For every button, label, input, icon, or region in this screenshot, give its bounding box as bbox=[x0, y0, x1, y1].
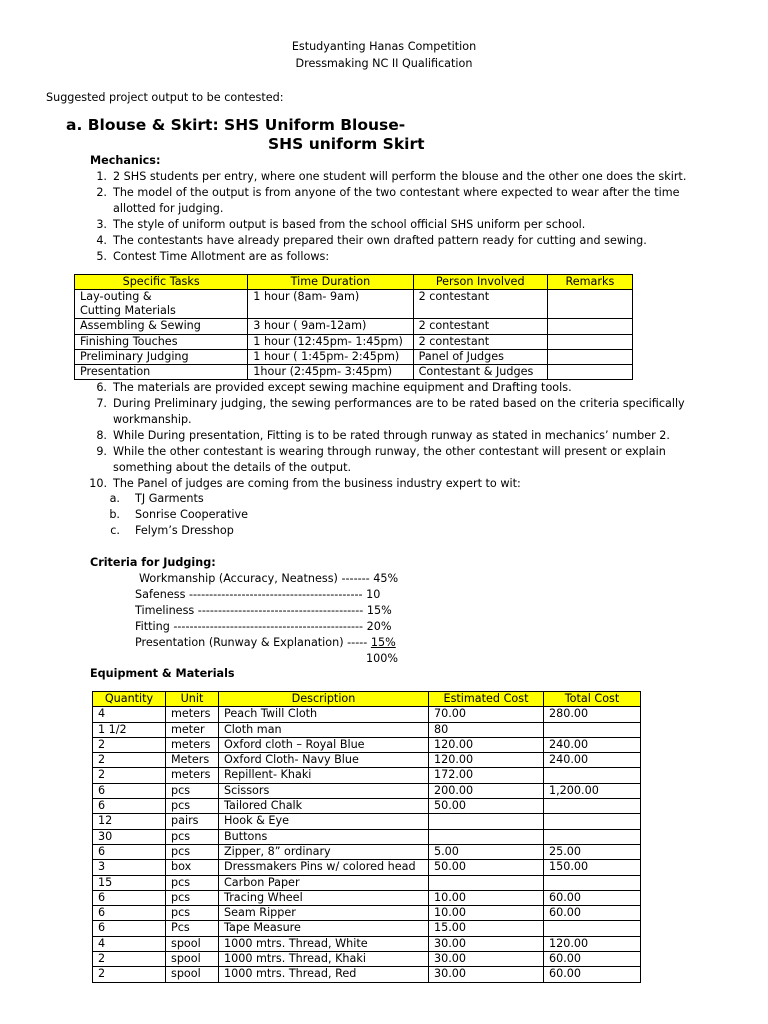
table-cell: 280.00 bbox=[544, 707, 641, 722]
table-cell: Lay-outing & Cutting Materials bbox=[75, 290, 248, 319]
table-row bbox=[93, 906, 641, 921]
table-cell: pairs bbox=[166, 814, 219, 829]
table-cell: pcs bbox=[166, 890, 219, 905]
section-title-line2: SHS uniform Skirt bbox=[268, 135, 425, 153]
table-cell: 60.00 bbox=[544, 890, 641, 905]
table-cell: 60.00 bbox=[544, 967, 641, 982]
table-cell: spool bbox=[166, 936, 219, 951]
criteria-line: Timeliness ----------------------------------------- 15% bbox=[135, 604, 392, 617]
intro-text: Suggested project output to be contested: bbox=[46, 91, 284, 104]
table-cell bbox=[429, 875, 544, 890]
table-row bbox=[75, 349, 633, 364]
table-row bbox=[75, 290, 633, 319]
table-cell bbox=[429, 814, 544, 829]
column-header: Total Cost bbox=[544, 692, 641, 707]
table-cell: 10.00 bbox=[429, 906, 544, 921]
table-cell bbox=[544, 829, 641, 844]
table-cell: Finishing Touches bbox=[75, 334, 248, 349]
criteria-line: Workmanship (Accuracy, Neatness) ------- 45% bbox=[139, 572, 399, 585]
table-cell: spool bbox=[166, 952, 219, 967]
table-cell: Scissors bbox=[219, 783, 429, 798]
time-allotment-table bbox=[74, 274, 633, 380]
table-cell: 240.00 bbox=[544, 737, 641, 752]
table-cell: 1 hour ( 1:45pm- 2:45pm) bbox=[248, 349, 413, 364]
table-row bbox=[93, 921, 641, 936]
table-cell: Contestant & Judges bbox=[413, 365, 547, 380]
table-cell: 50.00 bbox=[429, 860, 544, 875]
table-cell: 30.00 bbox=[429, 952, 544, 967]
table-row bbox=[93, 936, 641, 951]
table-row bbox=[93, 875, 641, 890]
table-cell: meters bbox=[166, 768, 219, 783]
table-cell: 15.00 bbox=[429, 921, 544, 936]
criteria-line: Safeness ------------------------------------------- 10 bbox=[135, 588, 381, 601]
table-cell: Buttons bbox=[219, 829, 429, 844]
table-cell bbox=[547, 319, 632, 334]
table-cell: 120.00 bbox=[429, 737, 544, 752]
table-cell: 10.00 bbox=[429, 890, 544, 905]
table-cell: 2 bbox=[93, 768, 166, 783]
table-cell: 2 bbox=[93, 967, 166, 982]
table-cell: pcs bbox=[166, 829, 219, 844]
table-row bbox=[93, 814, 641, 829]
table-cell: Presentation bbox=[75, 365, 248, 380]
table-cell: Pcs bbox=[166, 921, 219, 936]
table-row bbox=[93, 799, 641, 814]
table-row bbox=[93, 768, 641, 783]
table-cell bbox=[544, 768, 641, 783]
table-cell: 200.00 bbox=[429, 783, 544, 798]
table-cell: 1 1/2 bbox=[93, 722, 166, 737]
table-cell: pcs bbox=[166, 799, 219, 814]
table-cell: 120.00 bbox=[544, 936, 641, 951]
table-cell: 120.00 bbox=[429, 753, 544, 768]
table-cell bbox=[547, 349, 632, 364]
criteria-heading: Criteria for Judging: bbox=[90, 556, 216, 569]
table-row bbox=[93, 860, 641, 875]
mechanics-heading: Mechanics: bbox=[90, 154, 161, 167]
table-cell: 1 hour (8am- 9am) bbox=[248, 290, 413, 319]
equipment-table bbox=[92, 691, 641, 983]
table-cell: 1hour (2:45pm- 3:45pm) bbox=[248, 365, 413, 380]
table-cell: Tracing Wheel bbox=[219, 890, 429, 905]
table-cell: 2 bbox=[93, 753, 166, 768]
table-cell: Tailored Chalk bbox=[219, 799, 429, 814]
table-cell: 1,200.00 bbox=[544, 783, 641, 798]
table-cell bbox=[544, 921, 641, 936]
table-cell: Cloth man bbox=[219, 722, 429, 737]
table-cell: 30.00 bbox=[429, 936, 544, 951]
table-cell: Oxford Cloth- Navy Blue bbox=[219, 753, 429, 768]
column-header: Unit bbox=[166, 692, 219, 707]
table-cell: Repillent- Khaki bbox=[219, 768, 429, 783]
table-row bbox=[93, 737, 641, 752]
table-cell: Panel of Judges bbox=[413, 349, 547, 364]
table-cell: meter bbox=[166, 722, 219, 737]
table-cell bbox=[544, 814, 641, 829]
document-header-subtitle: Dressmaking NC II Qualification bbox=[295, 57, 473, 70]
table-cell: 4 bbox=[93, 936, 166, 951]
table-cell: 4 bbox=[93, 707, 166, 722]
table-header-row bbox=[93, 692, 641, 707]
table-cell bbox=[544, 722, 641, 737]
table-cell: 1000 mtrs. Thread, Red bbox=[219, 967, 429, 982]
table-cell: meters bbox=[166, 707, 219, 722]
table-cell: 2 contestant bbox=[413, 319, 547, 334]
table-header-row bbox=[75, 275, 633, 290]
section-title: a. Blouse & Skirt: SHS Uniform Blouse- bbox=[66, 116, 406, 134]
table-row bbox=[75, 319, 633, 334]
table-cell: 30 bbox=[93, 829, 166, 844]
table-cell bbox=[547, 290, 632, 319]
criteria-line: Presentation (Runway & Explanation) ----- 15% bbox=[135, 636, 396, 649]
table-row bbox=[93, 783, 641, 798]
table-row bbox=[93, 753, 641, 768]
table-cell bbox=[544, 799, 641, 814]
table-cell: 50.00 bbox=[429, 799, 544, 814]
column-header: Quantity bbox=[93, 692, 166, 707]
column-header: Time Duration bbox=[248, 275, 413, 290]
table-cell: 2 bbox=[93, 952, 166, 967]
table-cell: Preliminary Judging bbox=[75, 349, 248, 364]
table-cell: 1000 mtrs. Thread, Khaki bbox=[219, 952, 429, 967]
criteria-line: Fitting ----------------------------------------------- 20% bbox=[135, 620, 392, 633]
table-cell: Dressmakers Pins w/ colored head bbox=[219, 860, 429, 875]
table-cell: 6 bbox=[93, 921, 166, 936]
table-cell: Seam Ripper bbox=[219, 906, 429, 921]
table-cell: Peach Twill Cloth bbox=[219, 707, 429, 722]
table-cell: 240.00 bbox=[544, 753, 641, 768]
table-cell: 12 bbox=[93, 814, 166, 829]
column-header: Description bbox=[219, 692, 429, 707]
table-cell: 60.00 bbox=[544, 906, 641, 921]
table-cell: Meters bbox=[166, 753, 219, 768]
table-row bbox=[93, 707, 641, 722]
document-header-title: Estudyanting Hanas Competition bbox=[291, 40, 477, 53]
table-row bbox=[93, 829, 641, 844]
table-cell: Hook & Eye bbox=[219, 814, 429, 829]
table-cell: 5.00 bbox=[429, 844, 544, 859]
table-row bbox=[75, 334, 633, 349]
table-cell: Carbon Paper bbox=[219, 875, 429, 890]
table-row bbox=[93, 844, 641, 859]
table-cell: 3 hour ( 9am-12am) bbox=[248, 319, 413, 334]
table-cell: 172.00 bbox=[429, 768, 544, 783]
table-cell: pcs bbox=[166, 906, 219, 921]
equipment-heading: Equipment & Materials bbox=[90, 667, 235, 680]
table-row bbox=[93, 722, 641, 737]
list-item-continuation: workmanship. bbox=[113, 413, 192, 426]
column-header: Estimated Cost bbox=[429, 692, 544, 707]
table-cell: Tape Measure bbox=[219, 921, 429, 936]
table-cell: Assembling & Sewing bbox=[75, 319, 248, 334]
table-cell: 2 contestant bbox=[413, 334, 547, 349]
table-cell: pcs bbox=[166, 844, 219, 859]
list-item-continuation: something about the details of the output. bbox=[113, 461, 352, 474]
table-row bbox=[93, 967, 641, 982]
table-cell: 80 bbox=[429, 722, 544, 737]
criteria-last-value: 15% bbox=[370, 636, 396, 649]
table-row bbox=[75, 365, 633, 380]
table-cell: 25.00 bbox=[544, 844, 641, 859]
column-header: Specific Tasks bbox=[75, 275, 248, 290]
table-cell bbox=[547, 365, 632, 380]
table-cell: 60.00 bbox=[544, 952, 641, 967]
table-cell: 6 bbox=[93, 799, 166, 814]
table-cell: box bbox=[166, 860, 219, 875]
table-cell: 1000 mtrs. Thread, White bbox=[219, 936, 429, 951]
table-cell: 2 contestant bbox=[413, 290, 547, 319]
table-cell: 15 bbox=[93, 875, 166, 890]
table-cell: 6 bbox=[93, 906, 166, 921]
table-cell: spool bbox=[166, 967, 219, 982]
table-cell bbox=[429, 829, 544, 844]
table-cell: 150.00 bbox=[544, 860, 641, 875]
criteria-total: 100% bbox=[366, 652, 398, 665]
table-row bbox=[93, 952, 641, 967]
table-cell: 30.00 bbox=[429, 967, 544, 982]
table-cell: Zipper, 8” ordinary bbox=[219, 844, 429, 859]
table-cell: meters bbox=[166, 737, 219, 752]
list-item-continuation: allotted for judging. bbox=[113, 202, 224, 215]
table-cell: 1 hour (12:45pm- 1:45pm) bbox=[248, 334, 413, 349]
table-cell bbox=[544, 875, 641, 890]
table-cell: Oxford cloth – Royal Blue bbox=[219, 737, 429, 752]
table-cell: 3 bbox=[93, 860, 166, 875]
column-header: Remarks bbox=[547, 275, 632, 290]
table-cell: 6 bbox=[93, 890, 166, 905]
table-cell: 6 bbox=[93, 844, 166, 859]
column-header: Person Involved bbox=[413, 275, 547, 290]
table-cell: 6 bbox=[93, 783, 166, 798]
table-cell: 70.00 bbox=[429, 707, 544, 722]
table-cell bbox=[547, 334, 632, 349]
table-cell: pcs bbox=[166, 783, 219, 798]
table-row bbox=[93, 890, 641, 905]
table-cell: 2 bbox=[93, 737, 166, 752]
table-cell: pcs bbox=[166, 875, 219, 890]
